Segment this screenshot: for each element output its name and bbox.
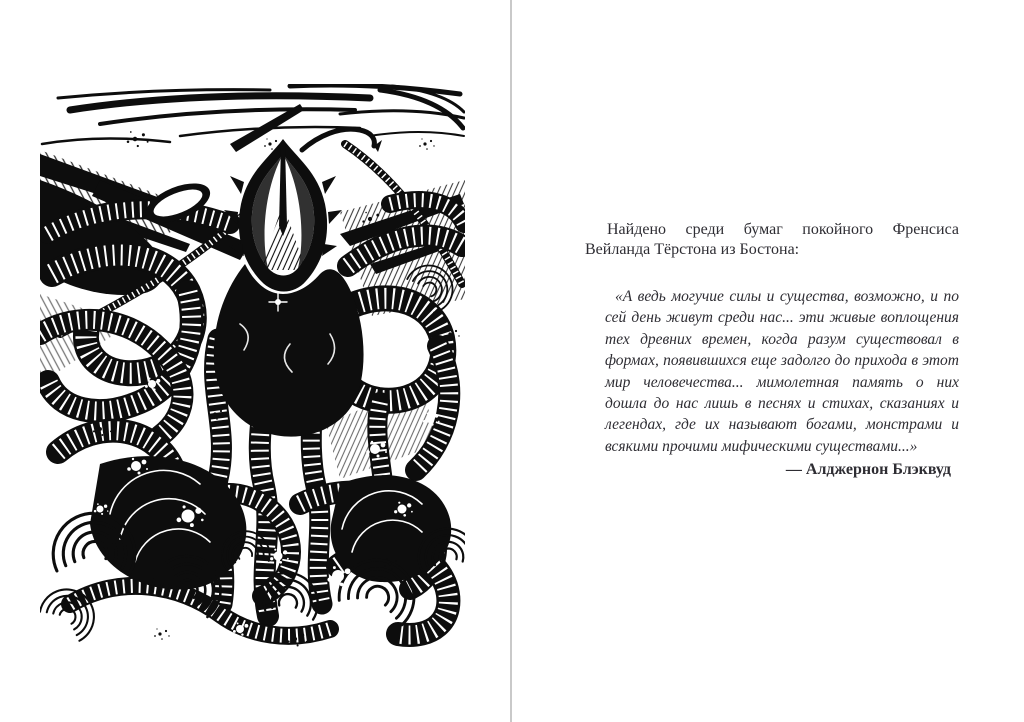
epigraph-quote: «А ведь могучие силы и существа, возможно, и по сей день живут среди нас... эти живые воплощения тех древних времен, когда разум существовал в формах, появившихся еще задолго до прихода в этот мир человечества... мимолетная память о них дошла до нас лишь в песнях и стихах, сказаниях и легендах, где их называют богами, монстрами и всякими прочими мифическими существами...» [605, 288, 959, 455]
epigraph-block [585, 220, 959, 479]
intro-paragraph: Найдено среди бумаг покойного Френсиса Вейланда Тёрстона из Бостона: [585, 221, 959, 258]
quote-attribution: — Алджернон Блэквуд [785, 461, 951, 479]
cthulhu-illustration [40, 84, 465, 649]
page-left [0, 0, 510, 722]
cthulhu-ink-drawing [40, 84, 465, 649]
page-right [512, 0, 1024, 722]
